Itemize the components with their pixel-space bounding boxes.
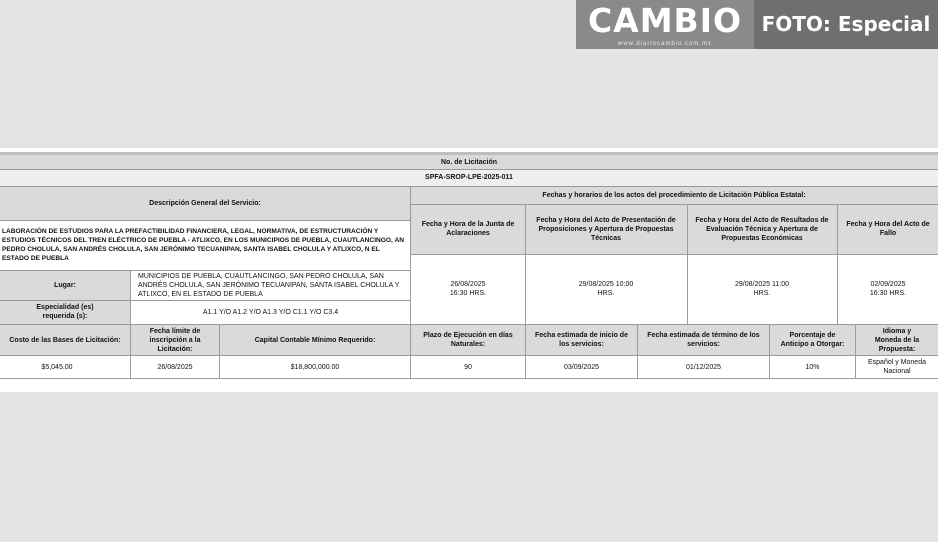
lugar-label: Lugar: <box>54 281 76 289</box>
plazo-label: Plazo de Ejecución en días Naturales: <box>423 332 513 348</box>
presentacion-value: 29/08/2025 10:00 HRS. <box>578 281 634 297</box>
photo-credit: FOTO: Especial <box>754 0 938 49</box>
idioma-label: Idioma y Moneda de la Propuesta: <box>874 327 920 353</box>
costo-value: $5,045.00 <box>41 363 73 371</box>
inicio-label: Fecha estimada de inicio de los servicios: <box>535 332 628 348</box>
limite-label: Fecha límite de inscripción a la Licitación: <box>149 327 201 353</box>
anticipo-value: 10% <box>805 363 820 371</box>
fechas-header: Fechas y horarios de los actos del procedimiento de Licitación Pública Estatal: <box>542 191 806 199</box>
brand-name: CAMBIO <box>587 1 743 40</box>
anticipo-label: Porcentaje de Anticipo a Otorgar: <box>780 332 845 348</box>
col-junta-label: Fecha y Hora de la Junta de Aclaraciones <box>421 221 515 237</box>
inicio-value: 03/09/2025 <box>563 363 600 371</box>
rule <box>0 378 938 379</box>
junta-value: 26/08/2025 16:30 HRS. <box>449 281 487 297</box>
resultados-value: 29/08/2025 11:00 HRS. <box>735 281 789 297</box>
col-fallo-label: Fecha y Hora del Acto de Fallo <box>846 221 930 237</box>
termino-value: 01/12/2025 <box>685 363 722 371</box>
capital-label: Capital Contable Mínimo Requerido: <box>254 336 376 344</box>
fallo-value: 02/09/2025 16:30 HRS. <box>869 281 907 297</box>
capital-value: $18,800,000.00 <box>290 363 340 371</box>
col-resultados-label: Fecha y Hora del Acto de Resultados de Evaluación Técnica y Apertura de Propuestas Económicas <box>695 216 829 242</box>
bottom-background <box>0 392 938 542</box>
descripcion-label: Descripción General del Servicio: <box>149 199 261 207</box>
termino-label: Fecha estimada de término de los servicios: <box>647 332 760 348</box>
costo-label: Costo de las Bases de Licitación: <box>9 336 121 344</box>
brand-url: www.diariocambio.com.mx <box>617 41 713 47</box>
no-licitacion-value: SPFA-SROP-LPE-2025-011 <box>425 174 513 181</box>
plazo-value: 90 <box>464 363 472 371</box>
cambio-logo <box>576 0 754 49</box>
no-licitacion-label: No. de Licitación <box>440 158 497 166</box>
especialidad-value: A1.1 Y/O A1.2 Y/O A1.3 Y/O C1.1 Y/O C3.4 <box>202 308 339 316</box>
especialidad-label: Especialidad (es) requerida (s): <box>36 304 94 320</box>
lugar-value: MUNICIPIOS DE PUEBLA, CUAUTLANCINGO, SAN PEDRO CHOLULA, SAN ANDRÉS CHOLULA, SAN JERÓNIMO TECUANIPAN, SANTA ISABEL CHOLULA Y ATLIXCO, EN EL ESTADO DE PUEBLA <box>138 272 400 298</box>
limite-value: 26/08/2025 <box>157 363 193 371</box>
descripcion-text: LABORACIÓN DE ESTUDIOS PARA LA PREFACTIBILIDAD FINANCIERA, LEGAL, NORMATIVA, DE ESTRUCTURACIÓN Y ESTUDIOS TÉCNICOS DEL TREN ELÉCTRICO DE PUEBLA - ATLIXCO, EN LOS MUNICIPIOS DE PUEBLA, CUAUTLANCINGO, AN PEDRO CHOLULA, SAN ANDRÉS CHOLULA, SAN JERÓNIMO TECUANIPAN, SANTA ISABEL CHOLULA Y ATLIXCO, N EL ESTADO DE PUEBLA <box>2 228 404 262</box>
idioma-value: Español y Moneda Nacional <box>868 359 926 375</box>
col-presentacion-label: Fecha y Hora del Acto de Presentación de Proposiciones y Apertura de Propuestas Técnicas <box>536 216 676 242</box>
